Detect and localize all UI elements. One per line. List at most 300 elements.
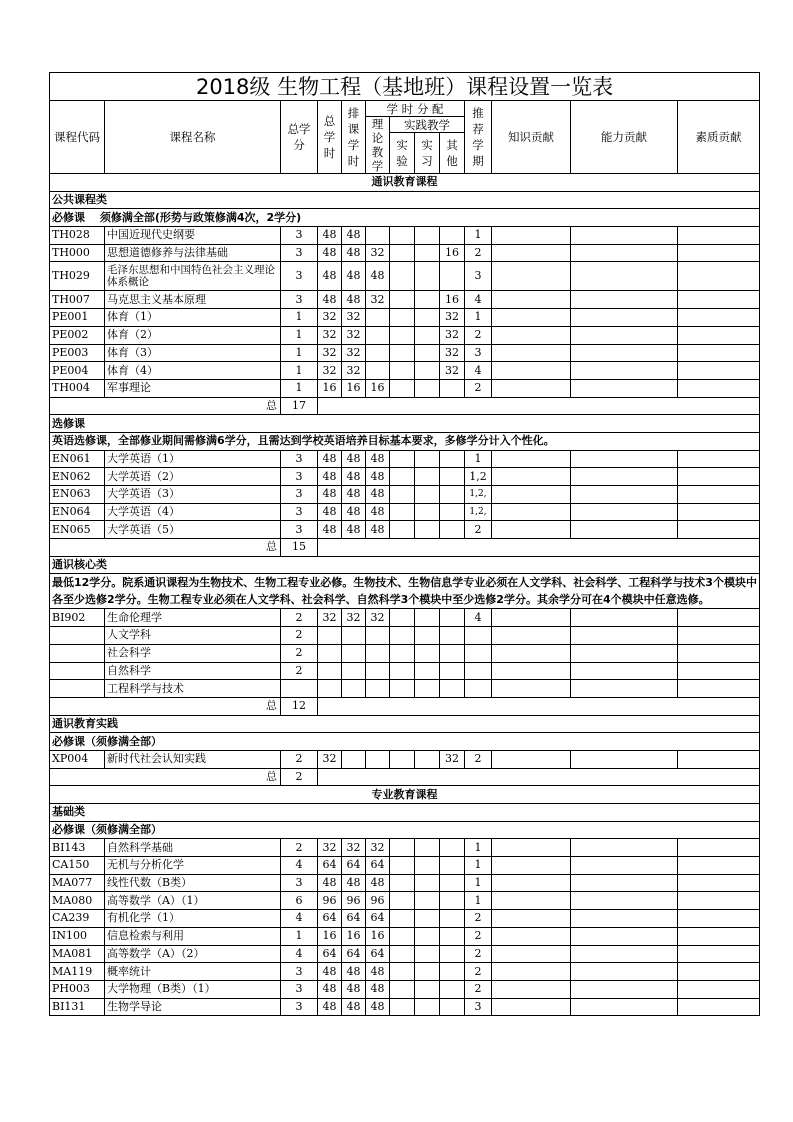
header-code: 课程代码 <box>50 101 105 174</box>
cell-theory: 16 <box>366 927 390 945</box>
cell-theory: 48 <box>366 963 390 981</box>
cell-intern <box>415 910 440 928</box>
cell-contribution <box>678 609 760 627</box>
cell-other <box>440 998 465 1016</box>
cell-code: BI131 <box>50 998 105 1016</box>
table-row <box>50 927 760 945</box>
header-ability: 能力贡献 <box>571 101 678 174</box>
section-general <box>50 174 760 192</box>
cell-sem: 3 <box>465 344 492 362</box>
cell-credits: 1 <box>281 309 318 327</box>
cell-sched: 32 <box>342 309 366 327</box>
cell-sem: 1,2, <box>465 486 492 504</box>
cell-exp <box>390 379 415 397</box>
cell-name: 线性代数（B类） <box>105 874 281 892</box>
table-row <box>50 521 760 539</box>
cell-sem: 1 <box>465 839 492 857</box>
cell-sem: 2 <box>465 910 492 928</box>
cell-name: 大学英语（3） <box>105 486 281 504</box>
cell-credits: 2 <box>281 627 318 645</box>
section-major-label: 专业教育课程 <box>50 786 760 804</box>
section-basic <box>50 804 760 822</box>
public-total-value: 17 <box>281 397 318 415</box>
section-elective <box>50 415 760 433</box>
cell-intern <box>415 998 440 1016</box>
cell-sched: 48 <box>342 468 366 486</box>
cell-credits: 3 <box>281 503 318 521</box>
cell-code: PH003 <box>50 980 105 998</box>
cell-total: 16 <box>318 379 342 397</box>
cell-exp <box>390 227 415 245</box>
cell-contribution <box>492 262 571 291</box>
table-row <box>50 609 760 627</box>
table-row <box>50 910 760 928</box>
cell-contribution <box>678 227 760 245</box>
cell-name: 体育（2） <box>105 326 281 344</box>
cell-contribution <box>571 450 678 468</box>
header-semester: 推荐学期 <box>465 101 492 174</box>
cell-other <box>440 857 465 875</box>
cell-other <box>440 945 465 963</box>
section-major <box>50 786 760 804</box>
table-row <box>50 291 760 309</box>
cell-credits: 4 <box>281 945 318 963</box>
cell-total: 48 <box>318 486 342 504</box>
cell-sched: 32 <box>342 362 366 380</box>
cell-code: EN065 <box>50 521 105 539</box>
cell-name: 体育（1） <box>105 309 281 327</box>
table-row <box>50 262 760 291</box>
note-required-label: 必修课 须修满全部(形势与政策修满4次，2学分) <box>50 209 760 227</box>
cell-name: 生命伦理学 <box>105 609 281 627</box>
table-row <box>50 379 760 397</box>
cell-name: 大学英语（2） <box>105 468 281 486</box>
public-total-blank <box>318 397 760 415</box>
cell-sched: 32 <box>342 326 366 344</box>
cell-other <box>440 262 465 291</box>
cell-name: 大学物理（B类）（1） <box>105 980 281 998</box>
cell-theory <box>366 750 390 768</box>
cell-intern <box>415 874 440 892</box>
cell-total: 96 <box>318 892 342 910</box>
cell-credits: 4 <box>281 910 318 928</box>
note-core <box>50 574 760 609</box>
cell-sem: 1,2 <box>465 468 492 486</box>
cell-code <box>50 680 105 698</box>
cell-contribution <box>571 503 678 521</box>
cell-exp <box>390 450 415 468</box>
cell-credits: 1 <box>281 927 318 945</box>
cell-intern <box>415 450 440 468</box>
cell-theory <box>366 644 390 662</box>
cell-intern <box>415 326 440 344</box>
cell-intern <box>415 521 440 539</box>
cell-contribution <box>571 910 678 928</box>
core-total-label: 总 <box>50 697 281 715</box>
table-row <box>50 998 760 1016</box>
cell-contribution <box>492 468 571 486</box>
cell-sem: 2 <box>465 945 492 963</box>
public-total-label: 总 <box>50 397 281 415</box>
section-core <box>50 556 760 574</box>
cell-contribution <box>492 750 571 768</box>
cell-total <box>318 662 342 680</box>
cell-contribution <box>571 644 678 662</box>
cell-contribution <box>571 521 678 539</box>
note-practice-label: 必修课（须修满全部） <box>50 733 760 751</box>
cell-code: PE001 <box>50 309 105 327</box>
cell-theory: 32 <box>366 291 390 309</box>
cell-intern <box>415 503 440 521</box>
cell-contribution <box>492 450 571 468</box>
cell-code: TH007 <box>50 291 105 309</box>
cell-credits: 3 <box>281 980 318 998</box>
cell-sched: 48 <box>342 244 366 262</box>
table-row <box>50 892 760 910</box>
cell-contribution <box>492 644 571 662</box>
cell-contribution <box>571 326 678 344</box>
cell-credits: 2 <box>281 662 318 680</box>
cell-sched: 48 <box>342 998 366 1016</box>
cell-sem: 2 <box>465 379 492 397</box>
cell-credits: 3 <box>281 998 318 1016</box>
cell-contribution <box>571 244 678 262</box>
section-general-label: 通识教育课程 <box>50 174 760 192</box>
cell-contribution <box>678 262 760 291</box>
cell-sched: 48 <box>342 262 366 291</box>
table-row <box>50 662 760 680</box>
cell-sem: 2 <box>465 963 492 981</box>
cell-contribution <box>571 309 678 327</box>
cell-theory <box>366 344 390 362</box>
cell-contribution <box>492 998 571 1016</box>
cell-code <box>50 662 105 680</box>
cell-intern <box>415 627 440 645</box>
cell-intern <box>415 680 440 698</box>
cell-name: 新时代社会认知实践 <box>105 750 281 768</box>
cell-exp <box>390 839 415 857</box>
practice-total <box>50 768 760 786</box>
cell-code: MA080 <box>50 892 105 910</box>
cell-contribution <box>678 927 760 945</box>
cell-theory: 32 <box>366 839 390 857</box>
header-internship: 实习 <box>415 133 440 174</box>
cell-intern <box>415 262 440 291</box>
cell-total: 48 <box>318 227 342 245</box>
cell-contribution <box>492 627 571 645</box>
cell-sched: 16 <box>342 927 366 945</box>
cell-contribution <box>571 874 678 892</box>
cell-intern <box>415 344 440 362</box>
header-name: 课程名称 <box>105 101 281 174</box>
cell-other <box>440 680 465 698</box>
cell-sched: 48 <box>342 963 366 981</box>
cell-code: MA119 <box>50 963 105 981</box>
cell-contribution <box>678 945 760 963</box>
section-public <box>50 191 760 209</box>
cell-name: 自然科学 <box>105 662 281 680</box>
cell-other: 32 <box>440 309 465 327</box>
cell-contribution <box>492 874 571 892</box>
cell-intern <box>415 963 440 981</box>
cell-exp <box>390 627 415 645</box>
page-title: 2018级 生物工程（基地班）课程设置一览表 <box>50 73 760 101</box>
cell-credits <box>281 680 318 698</box>
practice-total-blank <box>318 768 760 786</box>
cell-exp <box>390 344 415 362</box>
cell-sem: 2 <box>465 750 492 768</box>
cell-name: 中国近现代史纲要 <box>105 227 281 245</box>
cell-other <box>440 839 465 857</box>
cell-other <box>440 503 465 521</box>
cell-intern <box>415 662 440 680</box>
table-row <box>50 857 760 875</box>
cell-intern <box>415 839 440 857</box>
header-scheduled-hours: 排课学时 <box>342 101 366 174</box>
cell-code: CA239 <box>50 910 105 928</box>
table-row <box>50 450 760 468</box>
cell-sched: 48 <box>342 486 366 504</box>
cell-sem <box>465 644 492 662</box>
cell-exp <box>390 503 415 521</box>
cell-contribution <box>571 227 678 245</box>
note-basic-label: 必修课（须修满全部） <box>50 821 760 839</box>
cell-contribution <box>571 486 678 504</box>
cell-code: EN061 <box>50 450 105 468</box>
cell-code: BI143 <box>50 839 105 857</box>
cell-contribution <box>678 344 760 362</box>
cell-contribution <box>678 998 760 1016</box>
cell-theory: 48 <box>366 468 390 486</box>
cell-contribution <box>678 662 760 680</box>
cell-other: 32 <box>440 362 465 380</box>
cell-other <box>440 486 465 504</box>
cell-credits: 4 <box>281 857 318 875</box>
cell-contribution <box>678 450 760 468</box>
cell-intern <box>415 644 440 662</box>
cell-code: BI902 <box>50 609 105 627</box>
english-total <box>50 539 760 557</box>
cell-sched: 48 <box>342 291 366 309</box>
cell-credits: 1 <box>281 362 318 380</box>
cell-theory: 48 <box>366 503 390 521</box>
cell-sem: 1 <box>465 227 492 245</box>
cell-theory: 48 <box>366 450 390 468</box>
cell-name: 信息检索与利用 <box>105 927 281 945</box>
table-row <box>50 945 760 963</box>
cell-total: 48 <box>318 262 342 291</box>
cell-contribution <box>492 503 571 521</box>
cell-sem: 1 <box>465 892 492 910</box>
table-row <box>50 644 760 662</box>
cell-contribution <box>678 244 760 262</box>
section-core-label: 通识核心类 <box>50 556 760 574</box>
cell-other: 16 <box>440 244 465 262</box>
cell-sched: 48 <box>342 227 366 245</box>
cell-sched: 48 <box>342 450 366 468</box>
cell-other <box>440 892 465 910</box>
cell-other: 32 <box>440 326 465 344</box>
header-experiment: 实验 <box>390 133 415 174</box>
cell-contribution <box>571 857 678 875</box>
cell-name: 人文学科 <box>105 627 281 645</box>
cell-sem: 1,2, <box>465 503 492 521</box>
section-elective-label: 选修课 <box>50 415 760 433</box>
cell-code: TH029 <box>50 262 105 291</box>
cell-contribution <box>678 874 760 892</box>
cell-name: 无机与分析化学 <box>105 857 281 875</box>
header-hour-distribution: 学 时 分 配 <box>366 101 465 117</box>
cell-sched <box>342 662 366 680</box>
cell-total: 48 <box>318 450 342 468</box>
header-other: 其他 <box>440 133 465 174</box>
cell-exp <box>390 874 415 892</box>
cell-intern <box>415 945 440 963</box>
cell-sched <box>342 644 366 662</box>
cell-credits: 2 <box>281 839 318 857</box>
cell-name: 生物学导论 <box>105 998 281 1016</box>
cell-contribution <box>571 362 678 380</box>
cell-other <box>440 874 465 892</box>
table-row <box>50 874 760 892</box>
cell-sem <box>465 680 492 698</box>
cell-theory: 48 <box>366 486 390 504</box>
cell-total: 16 <box>318 927 342 945</box>
cell-sem: 2 <box>465 927 492 945</box>
cell-sem: 2 <box>465 244 492 262</box>
cell-contribution <box>571 963 678 981</box>
cell-theory <box>366 309 390 327</box>
cell-name: 毛泽东思想和中国特色社会主义理论体系概论 <box>105 262 281 291</box>
cell-exp <box>390 291 415 309</box>
cell-sched: 64 <box>342 910 366 928</box>
table-row <box>50 503 760 521</box>
cell-code: PE004 <box>50 362 105 380</box>
cell-credits: 3 <box>281 468 318 486</box>
cell-total: 48 <box>318 980 342 998</box>
cell-sem: 1 <box>465 874 492 892</box>
cell-total: 48 <box>318 291 342 309</box>
cell-name: 大学英语（4） <box>105 503 281 521</box>
cell-code: MA081 <box>50 945 105 963</box>
cell-sched: 32 <box>342 839 366 857</box>
cell-theory: 48 <box>366 521 390 539</box>
core-total <box>50 697 760 715</box>
section-practice <box>50 715 760 733</box>
cell-total: 32 <box>318 750 342 768</box>
cell-sem: 2 <box>465 521 492 539</box>
cell-credits: 6 <box>281 892 318 910</box>
cell-contribution <box>678 291 760 309</box>
cell-exp <box>390 326 415 344</box>
cell-contribution <box>678 379 760 397</box>
cell-sched: 48 <box>342 980 366 998</box>
cell-other: 32 <box>440 344 465 362</box>
cell-theory: 64 <box>366 857 390 875</box>
cell-contribution <box>571 750 678 768</box>
cell-total <box>318 627 342 645</box>
table-row <box>50 486 760 504</box>
cell-other <box>440 227 465 245</box>
cell-contribution <box>492 609 571 627</box>
core-total-value: 12 <box>281 697 318 715</box>
cell-total: 64 <box>318 857 342 875</box>
cell-total: 48 <box>318 503 342 521</box>
cell-other <box>440 927 465 945</box>
cell-total <box>318 680 342 698</box>
cell-credits: 2 <box>281 750 318 768</box>
cell-sem: 3 <box>465 998 492 1016</box>
cell-name: 高等数学（A）（2） <box>105 945 281 963</box>
cell-total: 48 <box>318 998 342 1016</box>
cell-contribution <box>678 486 760 504</box>
cell-total: 32 <box>318 839 342 857</box>
cell-other <box>440 980 465 998</box>
cell-sched: 48 <box>342 874 366 892</box>
cell-credits: 3 <box>281 227 318 245</box>
cell-contribution <box>678 503 760 521</box>
cell-sem <box>465 627 492 645</box>
cell-sched: 96 <box>342 892 366 910</box>
table-row <box>50 309 760 327</box>
cell-other: 32 <box>440 750 465 768</box>
cell-sched: 48 <box>342 503 366 521</box>
table-row <box>50 750 760 768</box>
cell-contribution <box>492 680 571 698</box>
cell-other <box>440 644 465 662</box>
cell-sem: 1 <box>465 857 492 875</box>
cell-exp <box>390 609 415 627</box>
cell-contribution <box>492 662 571 680</box>
cell-intern <box>415 857 440 875</box>
cell-code: EN064 <box>50 503 105 521</box>
cell-credits: 3 <box>281 244 318 262</box>
cell-credits: 3 <box>281 486 318 504</box>
cell-theory: 48 <box>366 262 390 291</box>
cell-credits: 3 <box>281 262 318 291</box>
cell-contribution <box>492 857 571 875</box>
cell-name: 工程科学与技术 <box>105 680 281 698</box>
cell-sched: 64 <box>342 857 366 875</box>
cell-code: XP004 <box>50 750 105 768</box>
cell-total: 32 <box>318 344 342 362</box>
cell-contribution <box>678 892 760 910</box>
cell-name: 高等数学（A）（1） <box>105 892 281 910</box>
cell-other <box>440 627 465 645</box>
cell-intern <box>415 379 440 397</box>
cell-sched <box>342 627 366 645</box>
cell-theory <box>366 627 390 645</box>
cell-contribution <box>492 910 571 928</box>
cell-contribution <box>571 680 678 698</box>
cell-contribution <box>492 326 571 344</box>
table-row <box>50 627 760 645</box>
cell-theory: 16 <box>366 379 390 397</box>
cell-contribution <box>492 291 571 309</box>
cell-other: 16 <box>440 291 465 309</box>
cell-name: 自然科学基础 <box>105 839 281 857</box>
cell-sem: 4 <box>465 609 492 627</box>
public-total <box>50 397 760 415</box>
cell-code <box>50 627 105 645</box>
cell-theory: 48 <box>366 874 390 892</box>
cell-contribution <box>678 963 760 981</box>
cell-exp <box>390 963 415 981</box>
cell-code: TH028 <box>50 227 105 245</box>
table-row <box>50 362 760 380</box>
cell-credits: 3 <box>281 874 318 892</box>
cell-sched: 32 <box>342 609 366 627</box>
